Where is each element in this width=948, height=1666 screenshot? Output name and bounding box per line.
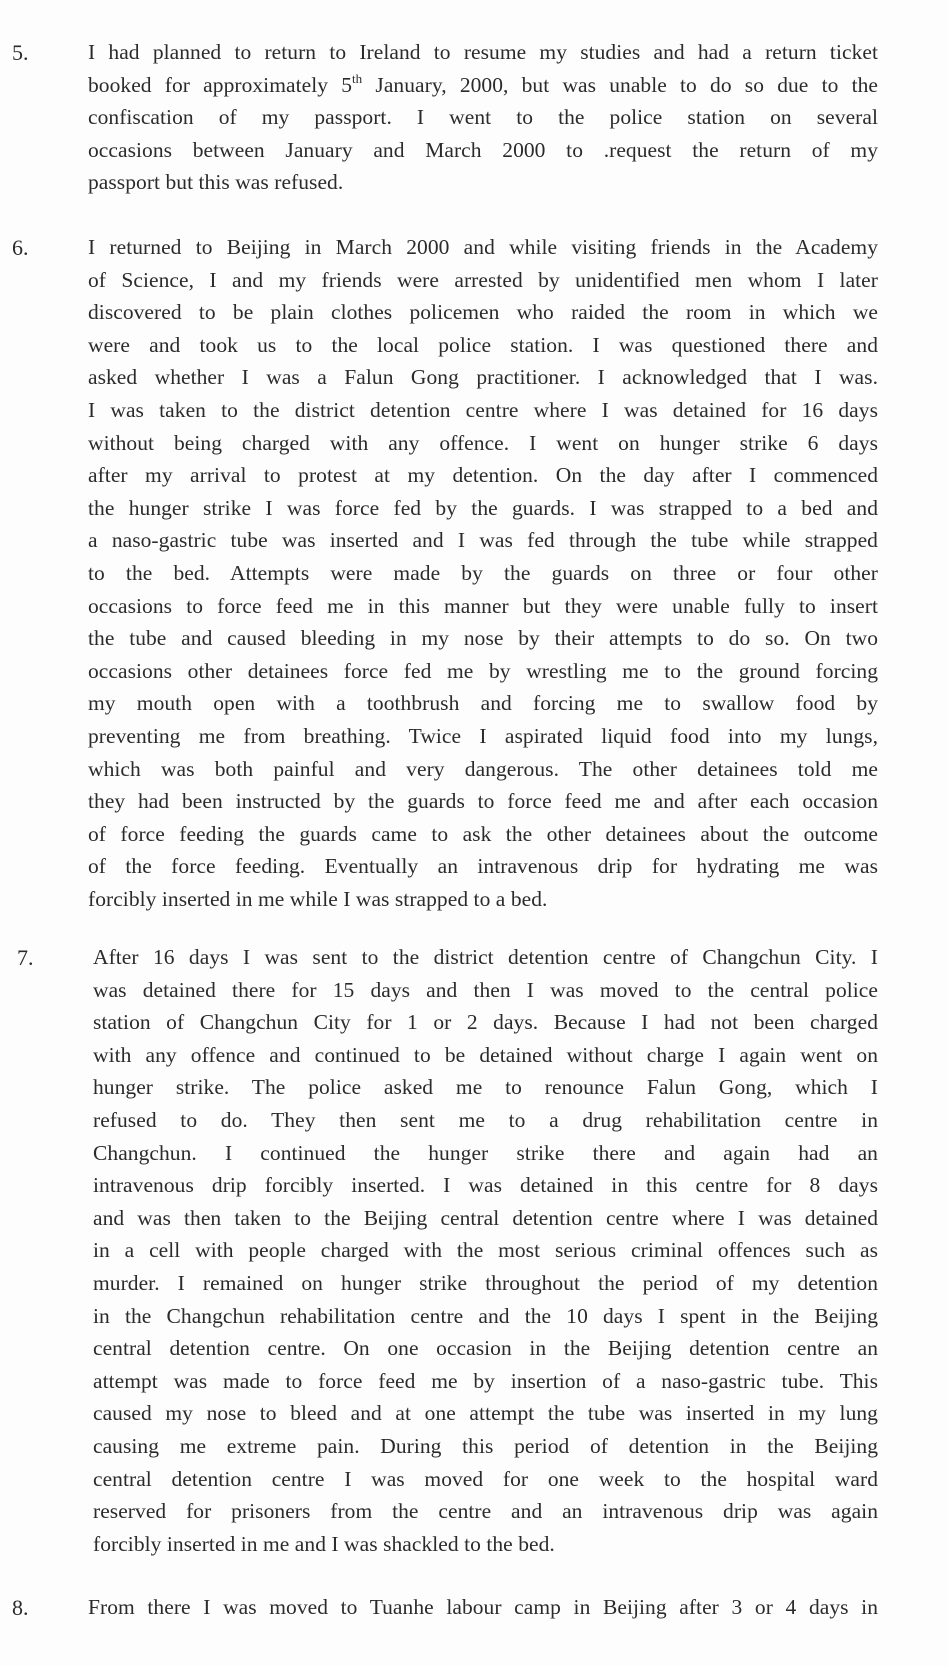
text-line: From there I was moved to Tuanhe labour camp in Beijing after 3 or 4 days in [88, 1595, 878, 1619]
text-line: I had planned to return to Ireland to resume my studies and had a return ticket [88, 40, 878, 64]
text-line: passport but this was refused. [88, 170, 344, 195]
text-line: hunger strike. The police asked me to renounce Falun Gong, which I [93, 1075, 878, 1100]
text-line: asked whether I was a Falun Gong practitioner. I acknowledged that I was. [88, 365, 878, 390]
text-line: forcibly inserted in me and I was shackled to the bed. [93, 1531, 555, 1556]
text-line: preventing me from breathing. Twice I aspirated liquid food into my lungs, [88, 723, 878, 748]
text-line: causing me extreme pain. During this period of detention in the Beijing [93, 1433, 878, 1458]
text-fragment: January, 2000, but was unable to do so due to the [362, 72, 878, 97]
text-line: forcibly inserted in me while I was strapped to a bed. [88, 886, 548, 911]
text-line: which was both painful and very dangerous. The other detainees told me [88, 756, 878, 781]
text-line: of force feeding the guards came to ask the other detainees about the outcome [88, 821, 878, 846]
paragraph-text [88, 231, 878, 915]
text-line: were and took us to the local police station. I was questioned there and [88, 332, 878, 357]
paragraph-text [88, 36, 878, 199]
text-line: the hunger strike I was force fed by the guards. I was strapped to a bed and [88, 495, 878, 520]
text-line: occasions other detainees force fed me by wrestling me to the ground forcing [88, 658, 878, 683]
text-line: Changchun. I continued the hunger strike there and again had an [93, 1140, 878, 1165]
text-line: intravenous drip forcibly inserted. I was detained in this centre for 8 days [93, 1173, 878, 1198]
text-line: I was taken to the district detention centre where I was detained for 16 days [88, 397, 878, 422]
paragraph-text [93, 941, 878, 1560]
text-line: of the force feeding. Eventually an intravenous drip for hydrating me was [88, 854, 878, 879]
paragraph-number: 7. [17, 945, 34, 970]
text-line: in the Changchun rehabilitation centre and the 10 days I spent in the Beijing [93, 1303, 878, 1328]
text-line: in a cell with people charged with the most serious criminal offences such as [93, 1238, 878, 1263]
text-line: of Science, I and my friends were arrested by unidentified men whom I later [88, 267, 878, 292]
text-line: my mouth open with a toothbrush and forcing me to swallow food by [88, 691, 878, 716]
text-line: to the bed. Attempts were made by the guards on three or four other [88, 560, 878, 585]
text-line: murder. I remained on hunger strike throughout the period of my detention [93, 1270, 878, 1295]
paragraph-number: 6. [12, 235, 29, 260]
text-line: discovered to be plain clothes policemen who raided the room in which we [88, 300, 878, 325]
text-fragment: booked for approximately 5 [88, 72, 352, 97]
text-line: refused to do. They then sent me to a drug rehabilitation centre in [93, 1107, 878, 1132]
text-line: after my arrival to protest at my detention. On the day after I commenced [88, 463, 878, 488]
text-line [88, 69, 878, 102]
text-line: attempt was made to force feed me by insertion of a naso-gastric tube. This [93, 1368, 878, 1393]
paragraph-number: 5. [12, 40, 29, 65]
text-line: caused my nose to bleed and at one attempt the tube was inserted in my lung [93, 1401, 878, 1426]
text-line: central detention centre I was moved for one week to the hospital ward [93, 1466, 878, 1491]
text-line: reserved for prisoners from the centre and an intravenous drip was again [93, 1499, 878, 1524]
text-line: confiscation of my passport. I went to the police station on several [88, 105, 878, 130]
text-line: without being charged with any offence. I went on hunger strike 6 days [88, 430, 878, 455]
text-line: with any offence and continued to be detained without charge I again went on [93, 1042, 878, 1067]
paragraph-text [88, 1591, 878, 1624]
text-line: occasions to force feed me in this manner but they were unable fully to insert [88, 593, 878, 618]
text-line: a naso-gastric tube was inserted and I was fed through the tube while strapped [88, 528, 878, 553]
text-line: was detained there for 15 days and then I was moved to the central police [93, 977, 878, 1002]
text-line: station of Changchun City for 1 or 2 days. Because I had not been charged [93, 1010, 878, 1035]
text-line: I returned to Beijing in March 2000 and while visiting friends in the Academy [88, 235, 878, 259]
text-line: the tube and caused bleeding in my nose by their attempts to do so. On two [88, 626, 878, 651]
superscript: th [352, 70, 363, 86]
text-line: occasions between January and March 2000 to .request the return of my [88, 137, 878, 162]
paragraph-number: 8. [12, 1595, 29, 1620]
text-line: and was then taken to the Beijing central detention centre where I was detained [93, 1205, 878, 1230]
text-line: they had been instructed by the guards to force feed me and after each occasion [88, 789, 878, 814]
text-line: After 16 days I was sent to the district detention centre of Changchun City. I [93, 945, 878, 969]
text-line: central detention centre. On one occasion in the Beijing detention centre an [93, 1336, 878, 1361]
